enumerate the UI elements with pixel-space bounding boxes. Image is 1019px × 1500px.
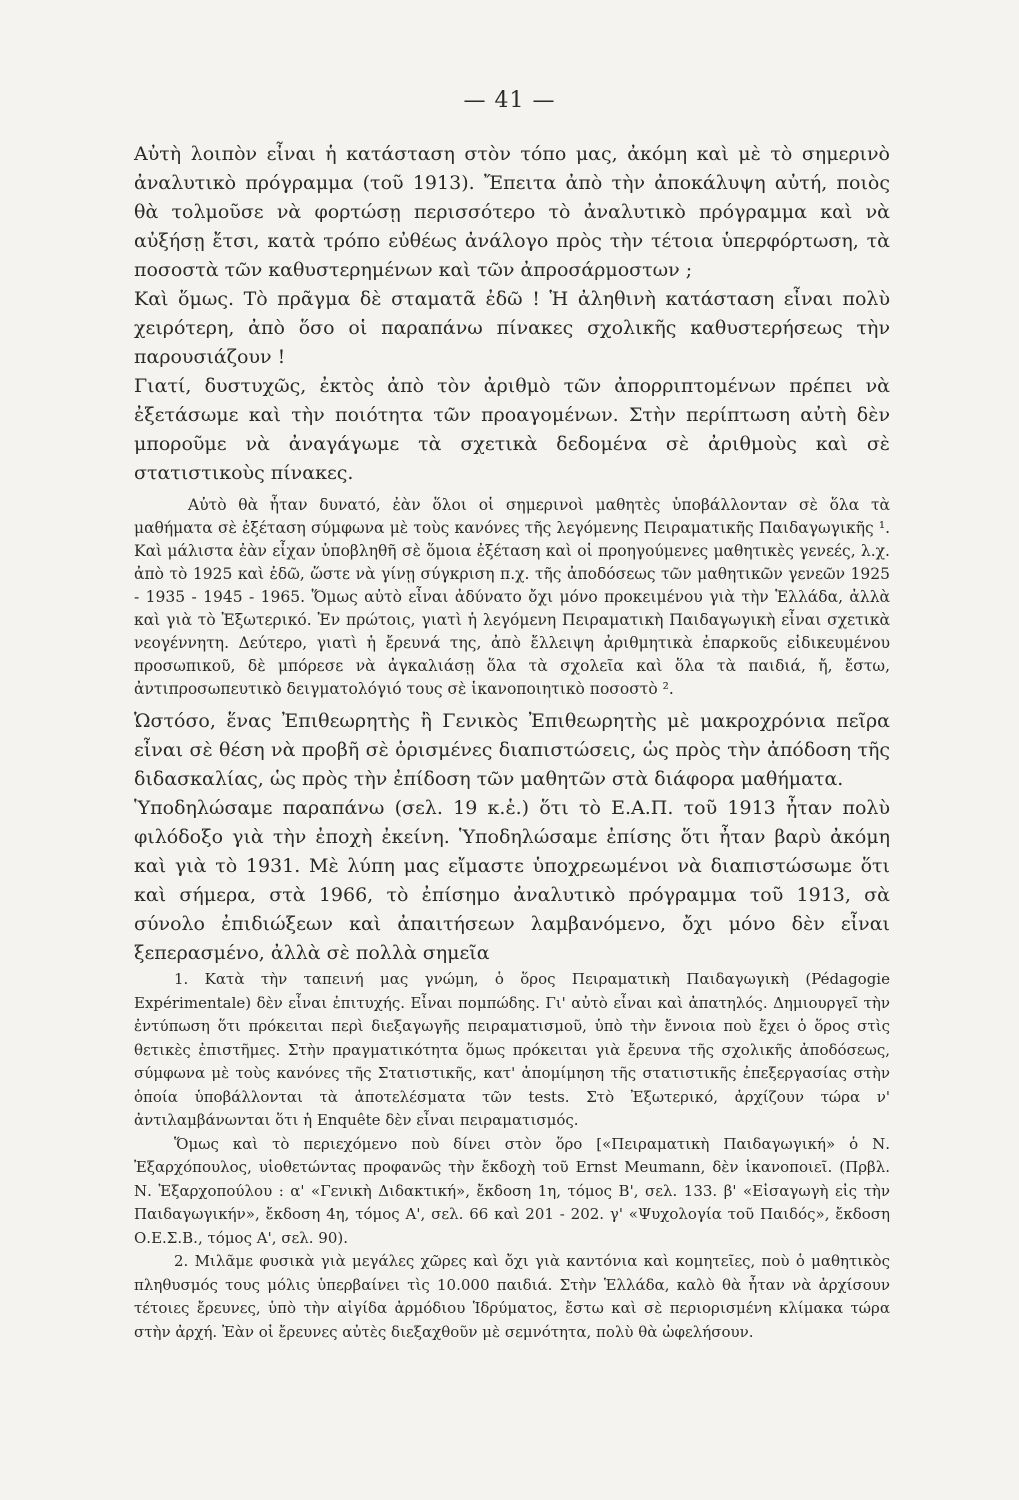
footnotes (134, 968, 890, 1344)
paragraph-5: Ὑποδηλώσαμε παραπάνω (σελ. 19 κ.ἑ.) ὅτι τὸ Ε.Α.Π. τοῦ 1913 ἦταν πολὺ φιλόδοξο γιὰ τὴν ἐποχὴ ἐκείνη. Ὑποδηλώσαμε ἐπίσης ὅτι ἦταν βαρὺ ἀκόμη καὶ γιὰ τὸ 1931. Μὲ λύπη μας εἴμαστε ὑποχρεωμένοι νὰ διαπιστώσωμε ὅτι καὶ σήμερα, στὰ 1966, τὸ ἐπίσημο ἀναλυτικὸ πρόγραμμα τοῦ 1913, σὰ σύνολο ἐπιδιώξεων καὶ ἀπαιτήσεων λαμβανόμενο, ὄχι μόνο δὲν εἶναι ξεπερασμένο, ἀλλὰ σὲ πολλὰ σημεῖα (134, 797, 890, 964)
paragraph-3: Γιατί, δυστυχῶς, ἐκτὸς ἀπὸ τὸν ἀριθμὸ τῶν ἀπορριπτομένων πρέπει νὰ ἐξετάσωμε καὶ τὴν ποιότητα τῶν προαγομένων. Στὴν περίπτωση αὐτὴ δὲν μποροῦμε νὰ ἀναγάγωμε τὰ σχετικὰ δεδομένα σὲ ἀριθμοὺς καὶ σὲ στατιστικοὺς πίνακες. (134, 375, 890, 484)
page-number: — 41 — (463, 88, 556, 113)
paragraph-4: Ὡστόσο, ἕνας Ἐπιθεωρητὴς ἢ Γενικὸς Ἐπιθεωρητὴς μὲ μακροχρόνια πεῖρα εἶναι σὲ θέση νὰ προβῆ σὲ ὁρισμένες διαπιστώσεις, ὡς πρὸς τὴν ἀπόδοση τῆς διδασκαλίας, ὡς πρὸς τὴν ἐπίδοση τῶν μαθητῶν στὰ διάφορα μαθήματα. (134, 710, 890, 790)
main-text (134, 140, 890, 968)
small-print-block (134, 494, 890, 701)
footnote-1-continued: Ὅμως καὶ τὸ περιεχόμενο ποὺ δίνει στὸν ὅρο [«Πειραματικὴ Παιδαγωγική» ὁ Ν. Ἐξαρχόπουλος, υἱοθετώντας προφανῶς τὴν ἔκδοχὴ τοῦ Ernst Meumann, δὲν ἱκανοποιεῖ. (Πρβλ. Ν. Ἐξαρχοπούλου : α' «Γενικὴ Διδακτική», ἔκδοση 1η, τόμος Β', σελ. 133. β' «Εἰσαγωγὴ εἰς τὴν Παιδαγωγικήν», ἔκδοση 4η, τόμος Α', σελ. 66 καὶ 201 - 202. γ' «Ψυχολογία τοῦ Παιδός», ἔκδοση Ο.Ε.Σ.Β., τόμος Α', σελ. 90). (134, 1134, 890, 1247)
paragraph-2: Καὶ ὅμως. Τὸ πρᾶγμα δὲ σταματᾶ ἐδῶ ! Ἡ ἀληθινὴ κατάσταση εἶναι πολὺ χειρότερη, ἀπὸ ὅσο οἱ παραπάνω πίνακες σχολικῆς καθυστερήσεως τὴν παρουσιάζουν ! (134, 288, 890, 368)
footnote-2: 2. Μιλᾶμε φυσικὰ γιὰ μεγάλες χῶρες καὶ ὄχι γιὰ καντόνια καὶ κομητεῖες, ποὺ ὁ μαθητικὸς πληθυσμός τους μόλις ὑπερβαίνει τὶς 10.000 παιδιά. Στὴν Ἑλλάδα, καλὸ θὰ ἦταν νὰ ἀρχίσουν τέτοιες ἔρευνες, ὑπὸ τὴν αἰγίδα ἁρμόδιου Ἱδρύματος, ἔστω καὶ σὲ περιορισμένη κλίμακα τώρα στὴν ἀρχή. Ἐὰν οἱ ἔρευνες αὐτὲς διεξαχθοῦν μὲ σεμνότητα, πολὺ θὰ ὠφελήσουν. (134, 1252, 890, 1341)
small-print-paragraph: Αὐτὸ θὰ ἦταν δυνατό, ἐὰν ὅλοι οἱ σημερινοὶ μαθητὲς ὑποβάλλονταν σὲ ὅλα τὰ μαθήματα σὲ ἐξέταση σύμφωνα μὲ τοὺς κανόνες τῆς λεγόμενης Πειραματικῆς Παιδαγωγικῆς ¹. Καὶ μάλιστα ἐὰν εἶχαν ὑποβληθῆ σὲ ὅμοια ἐξέταση καὶ οἱ προηγούμενες μαθητικὲς γενεές, λ.χ. ἀπὸ τὸ 1925 καὶ ἐδῶ, ὥστε νὰ γίνῃ σύγκριση π.χ. τῆς ἀποδόσεως τῶν μαθητικῶν γενεῶν 1925 - 1935 - 1945 - 1965. Ὅμως αὐτὸ εἶναι ἀδύνατο ὄχι μόνο προκειμένου γιὰ τὴν Ἑλλάδα, ἀλλὰ καὶ γιὰ τὸ Ἐξωτερικό. Ἐν πρώτοις, γιατὶ ἡ λεγόμενη Πειραματικὴ Παιδαγωγικὴ εἶναι σχετικὰ νεογέννητη. Δεύτερο, γιατὶ ἡ ἔρευνά της, ἀπὸ ἔλλειψη ἀριθμητικὰ ἐπαρκοῦς εἰδικευμένου προσωπικοῦ, δὲ μπόρεσε νὰ ἀγκαλιάσῃ ὅλα τὰ σχολεῖα καὶ ὅλα τὰ παιδιά, ἤ, ἔστω, ἀντιπροσωπευτικὸ δειγματολόγιό τους σὲ ἱκανοποιητικὸ ποσοστὸ ². (134, 496, 890, 698)
footnote-1: 1. Κατὰ τὴν ταπεινή μας γνώμη, ὁ ὅρος Πειραματικὴ Παιδαγωγικὴ (Pédagogie Expérimentale) δὲν εἶναι ἐπιτυχής. Εἶναι πομπώδης. Γι' αὐτὸ εἶναι καὶ ἀπατηλός. Δημιουργεῖ τὴν ἐντύπωση ὅτι πρόκειται περὶ διεξαγωγῆς πειραματισμοῦ, ὑπὸ τὴν ἔννοια ποὺ ἔχει ὁ ὅρος στὶς θετικὲς ἐπιστῆμες. Στὴν πραγματικότητα ὅμως πρόκειται γιὰ ἔρευνα τῆς σχολικῆς ἀποδόσεως, σύμφωνα μὲ τοὺς κανόνες τῆς Στατιστικῆς, κατ' ἀπομίμηση τῆς στατιστικῆς ἐπεξεργασίας στὴν ὁποία ὑποβάλλονται τὰ ἀποτελέσματα τῶν tests. Στὸ Ἐξωτερικό, ἀρχίζουν τώρα ν' ἀντιλαμβάνωνται ὅτι ἡ Enquête δὲν εἶναι πειραματισμός. (134, 970, 890, 1129)
paragraph-1: Αὐτὴ λοιπὸν εἶναι ἡ κατάσταση στὸν τόπο μας, ἀκόμη καὶ μὲ τὸ σημερινὸ ἀναλυτικὸ πρόγραμμα (τοῦ 1913). Ἔπειτα ἀπὸ τὴν ἀποκάλυψη αὐτή, ποιὸς θὰ τολμοῦσε νὰ φορτώσῃ περισσότερο τὸ ἀναλυτικὸ πρόγραμμα καὶ νὰ αὐξήσῃ ἔτσι, κατὰ τρόπο εὐθέως ἀνάλογο πρὸς τὴν τέτοια ὑπερφόρτωση, τὰ ποσοστὰ τῶν καθυστερημένων καὶ τῶν ἀπροσάρμοστων ; (134, 143, 890, 281)
